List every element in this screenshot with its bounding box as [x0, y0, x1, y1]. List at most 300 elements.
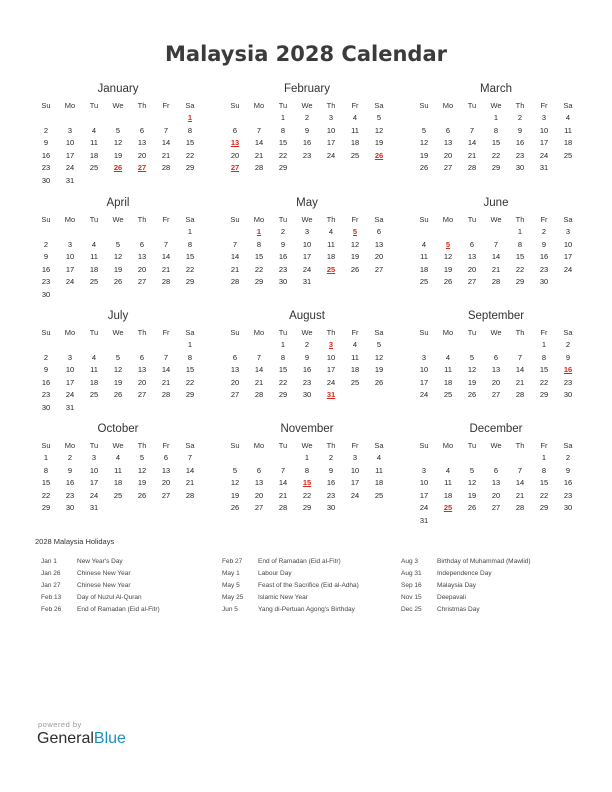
- holiday-row: [401, 580, 531, 592]
- holiday-name: Yang di-Pertuan Agong's Birthday: [258, 606, 355, 613]
- day-cell: 23: [539, 264, 549, 274]
- empty-cell: [436, 339, 460, 352]
- day-cell: 30: [41, 175, 51, 185]
- day-cell: 7: [517, 352, 523, 362]
- holiday-name: Labour Day: [258, 570, 292, 577]
- day-cell: 25: [89, 390, 99, 399]
- empty-cell: [58, 112, 82, 125]
- weekday-header: We: [301, 328, 313, 337]
- day-cell: 31: [539, 163, 549, 172]
- brand-logo[interactable]: [37, 730, 126, 748]
- holiday-row: [401, 568, 531, 580]
- holiday-date: Aug 31: [401, 570, 422, 577]
- weekday-header: Sa: [185, 101, 195, 110]
- day-cell: 29: [539, 503, 549, 512]
- weekday-header: Fr: [540, 441, 548, 450]
- holiday-day-cell: 3: [328, 340, 334, 349]
- month-days-grid: [223, 440, 391, 515]
- day-cell: 27: [467, 277, 477, 286]
- day-cell: 8: [256, 239, 262, 249]
- day-cell: 7: [256, 352, 262, 362]
- day-cell: 14: [161, 138, 171, 147]
- day-cell: 25: [350, 150, 360, 160]
- month-december: [412, 422, 580, 527]
- day-cell: 7: [232, 239, 238, 249]
- day-cell: 23: [278, 264, 288, 274]
- day-cell: 6: [232, 125, 238, 135]
- month-days-grid: [412, 327, 580, 402]
- holiday-name: New Year's Day: [77, 558, 123, 565]
- weekday-header: Th: [137, 441, 147, 450]
- weekday-header: Fr: [162, 215, 170, 224]
- weekday-header: Su: [230, 441, 240, 450]
- day-cell: 22: [278, 377, 288, 387]
- day-cell: 13: [137, 252, 147, 261]
- day-cell: 5: [469, 352, 475, 362]
- day-cell: 13: [491, 365, 501, 374]
- weekday-header: Sa: [374, 101, 384, 110]
- holiday-date: May 25: [222, 594, 244, 601]
- holiday-day-cell: 1: [256, 227, 262, 236]
- day-cell: 26: [467, 503, 477, 512]
- month-name: August: [289, 310, 325, 322]
- day-cell: 19: [113, 150, 123, 160]
- day-cell: 9: [67, 465, 73, 475]
- holiday-day-cell: 25: [326, 264, 336, 274]
- empty-cell: [412, 452, 436, 465]
- empty-cell: [412, 112, 436, 125]
- day-cell: 30: [563, 503, 573, 512]
- empty-cell: [247, 112, 271, 125]
- weekday-header: Su: [41, 328, 51, 337]
- weekday-header: Mo: [253, 441, 265, 450]
- day-cell: 14: [161, 252, 171, 261]
- empty-cell: [154, 339, 178, 352]
- weekday-header: Mo: [442, 101, 454, 110]
- day-cell: 20: [137, 150, 147, 160]
- weekday-header: Sa: [185, 215, 195, 224]
- day-cell: 17: [89, 478, 99, 487]
- holiday-day-cell: 25: [443, 503, 453, 512]
- weekday-header: Tu: [89, 328, 99, 337]
- holiday-date: Jan 27: [41, 582, 61, 589]
- day-cell: 21: [230, 264, 240, 274]
- holiday-day-cell: 1: [187, 113, 193, 122]
- day-cell: 20: [467, 264, 477, 274]
- day-cell: 23: [563, 377, 573, 387]
- holiday-day-cell: 5: [445, 239, 451, 249]
- day-cell: 2: [43, 352, 49, 362]
- day-cell: 10: [65, 252, 75, 261]
- day-cell: 24: [350, 490, 360, 500]
- day-cell: 7: [469, 125, 475, 135]
- holiday-name: End of Ramadan (Eid al-Fitr): [258, 558, 341, 565]
- day-cell: 6: [469, 239, 475, 249]
- day-cell: 10: [326, 352, 336, 362]
- weekday-header: Th: [326, 215, 336, 224]
- day-cell: 20: [137, 264, 147, 274]
- weekday-header: Tu: [467, 328, 477, 337]
- holiday-name: Deepavali: [437, 594, 466, 601]
- day-cell: 16: [326, 478, 336, 487]
- month-january: [34, 82, 202, 187]
- day-cell: 17: [65, 150, 75, 160]
- day-cell: 23: [41, 390, 51, 399]
- empty-cell: [58, 226, 82, 239]
- day-cell: 23: [563, 490, 573, 500]
- weekday-header: We: [112, 215, 124, 224]
- month-days-grid: [412, 440, 580, 527]
- holiday-date: Sep 16: [401, 582, 422, 589]
- day-cell: 17: [326, 365, 336, 374]
- day-cell: 21: [161, 264, 171, 274]
- holiday-day-cell: 16: [563, 365, 573, 374]
- day-cell: 29: [515, 277, 525, 286]
- day-cell: 18: [374, 478, 384, 487]
- holiday-column: [222, 556, 359, 616]
- day-cell: 28: [254, 390, 264, 399]
- weekday-header: Fr: [540, 328, 548, 337]
- day-cell: 3: [67, 352, 73, 362]
- day-cell: 2: [304, 340, 310, 349]
- day-cell: 12: [467, 478, 477, 487]
- day-cell: 25: [419, 277, 429, 286]
- day-cell: 23: [41, 277, 51, 286]
- weekday-header: We: [490, 441, 502, 450]
- weekday-header: Tu: [278, 441, 288, 450]
- day-cell: 19: [467, 377, 477, 387]
- day-cell: 11: [564, 125, 572, 135]
- day-cell: 24: [302, 264, 312, 274]
- day-cell: 5: [376, 340, 382, 349]
- page-title: Malaysia 2028 Calendar: [165, 42, 447, 66]
- day-cell: 1: [304, 453, 310, 462]
- holiday-name: Chinese New Year: [77, 582, 131, 589]
- day-cell: 16: [65, 478, 75, 487]
- day-cell: 2: [541, 227, 547, 236]
- day-cell: 2: [328, 453, 334, 462]
- day-cell: 22: [185, 377, 195, 387]
- empty-cell: [130, 339, 154, 352]
- day-cell: 10: [563, 239, 573, 249]
- weekday-header: Su: [41, 441, 51, 450]
- day-cell: 17: [563, 252, 573, 261]
- day-cell: 27: [137, 277, 147, 286]
- day-cell: 14: [185, 465, 195, 475]
- day-cell: 7: [256, 125, 262, 135]
- day-cell: 12: [230, 478, 240, 487]
- day-cell: 15: [254, 252, 264, 261]
- month-days-grid: [223, 214, 391, 289]
- day-cell: 26: [137, 490, 147, 500]
- day-cell: 9: [565, 465, 571, 475]
- day-cell: 16: [302, 138, 312, 147]
- weekday-header: We: [112, 441, 124, 450]
- weekday-header: Fr: [540, 101, 548, 110]
- day-cell: 3: [421, 465, 427, 475]
- holiday-day-cell: 5: [352, 227, 358, 236]
- holiday-name: Birthday of Muhammad (Mawlid): [437, 558, 531, 565]
- day-cell: 12: [137, 465, 147, 475]
- empty-cell: [34, 112, 58, 125]
- weekday-header: Tu: [278, 215, 288, 224]
- weekday-header: Mo: [442, 441, 454, 450]
- month-august: [223, 309, 391, 402]
- day-cell: 30: [563, 390, 573, 399]
- weekday-header: Su: [230, 101, 240, 110]
- weekday-header: Tu: [467, 441, 477, 450]
- day-cell: 26: [419, 163, 429, 172]
- empty-cell: [436, 226, 460, 239]
- day-cell: 27: [230, 390, 240, 399]
- day-cell: 8: [304, 465, 310, 475]
- month-days-grid: [412, 214, 580, 289]
- empty-cell: [412, 226, 436, 239]
- holiday-day-cell: 27: [230, 163, 240, 172]
- empty-cell: [508, 452, 532, 465]
- weekday-header: Th: [137, 101, 147, 110]
- day-cell: 5: [376, 113, 382, 122]
- day-cell: 14: [230, 252, 240, 261]
- day-cell: 17: [65, 377, 75, 387]
- day-cell: 29: [41, 503, 51, 512]
- holiday-row: [401, 592, 531, 604]
- day-cell: 26: [230, 503, 240, 512]
- day-cell: 4: [352, 340, 358, 349]
- day-cell: 5: [139, 453, 145, 462]
- day-cell: 27: [254, 503, 264, 512]
- day-cell: 21: [185, 478, 195, 487]
- day-cell: 3: [421, 352, 427, 362]
- day-cell: 17: [350, 478, 360, 487]
- weekday-header: We: [112, 328, 124, 337]
- day-cell: 14: [254, 365, 264, 374]
- day-cell: 4: [91, 239, 97, 249]
- day-cell: 8: [280, 352, 286, 362]
- day-cell: 30: [278, 277, 288, 286]
- day-cell: 15: [278, 138, 288, 147]
- weekday-header: We: [490, 215, 502, 224]
- month-september: [412, 309, 580, 402]
- weekday-header: Su: [230, 328, 240, 337]
- day-cell: 8: [541, 352, 547, 362]
- holiday-day-cell: 13: [230, 138, 240, 147]
- empty-cell: [223, 112, 247, 125]
- weekday-header: Sa: [563, 441, 573, 450]
- day-cell: 15: [539, 365, 549, 374]
- day-cell: 15: [185, 252, 195, 261]
- day-cell: 21: [467, 150, 477, 160]
- day-cell: 4: [376, 453, 382, 462]
- day-cell: 22: [185, 264, 195, 274]
- day-cell: 8: [187, 125, 193, 135]
- day-cell: 4: [328, 227, 334, 236]
- day-cell: 15: [515, 252, 525, 261]
- day-cell: 6: [139, 239, 145, 249]
- holiday-name: End of Ramadan (Eid al-Fitr): [77, 606, 160, 613]
- month-days-grid: [34, 327, 202, 414]
- day-cell: 23: [302, 377, 312, 387]
- empty-cell: [412, 339, 436, 352]
- month-days-grid: [412, 100, 580, 175]
- day-cell: 15: [539, 478, 549, 487]
- weekday-header: Mo: [64, 215, 76, 224]
- day-cell: 20: [230, 150, 240, 160]
- weekday-header: Th: [137, 215, 147, 224]
- day-cell: 2: [67, 453, 73, 462]
- day-cell: 8: [493, 125, 499, 135]
- month-name: November: [280, 423, 334, 435]
- weekday-header: Su: [41, 215, 51, 224]
- empty-cell: [484, 452, 508, 465]
- day-cell: 19: [467, 490, 477, 500]
- day-cell: 14: [515, 365, 525, 374]
- day-cell: 22: [539, 490, 549, 500]
- empty-cell: [436, 112, 460, 125]
- day-cell: 5: [115, 352, 121, 362]
- day-cell: 13: [374, 239, 384, 249]
- day-cell: 16: [278, 252, 288, 261]
- day-cell: 19: [443, 264, 453, 274]
- day-cell: 16: [539, 252, 549, 261]
- day-cell: 10: [89, 465, 99, 475]
- weekday-header: We: [490, 328, 502, 337]
- day-cell: 21: [161, 377, 171, 387]
- weekday-header: Fr: [162, 441, 170, 450]
- day-cell: 30: [326, 503, 336, 512]
- day-cell: 30: [539, 277, 549, 286]
- day-cell: 6: [256, 465, 262, 475]
- day-cell: 9: [280, 239, 286, 249]
- day-cell: 25: [443, 390, 453, 399]
- day-cell: 4: [91, 352, 97, 362]
- day-cell: 14: [278, 478, 288, 487]
- day-cell: 7: [280, 465, 286, 475]
- day-cell: 24: [89, 490, 99, 500]
- day-cell: 7: [163, 125, 169, 135]
- day-cell: 25: [89, 277, 99, 286]
- day-cell: 9: [304, 125, 310, 135]
- day-cell: 14: [254, 138, 264, 147]
- day-cell: 24: [65, 390, 75, 399]
- weekday-header: Th: [326, 101, 336, 110]
- month-days-grid: [34, 440, 202, 515]
- day-cell: 29: [278, 390, 288, 399]
- weekday-header: Su: [419, 328, 429, 337]
- day-cell: 20: [161, 478, 171, 487]
- empty-cell: [34, 226, 58, 239]
- day-cell: 6: [493, 465, 499, 475]
- day-cell: 10: [419, 365, 429, 374]
- month-november: [223, 422, 391, 515]
- day-cell: 23: [302, 150, 312, 160]
- empty-cell: [484, 226, 508, 239]
- day-cell: 9: [43, 138, 49, 147]
- day-cell: 5: [115, 125, 121, 135]
- day-cell: 17: [302, 252, 312, 261]
- day-cell: 12: [113, 252, 123, 261]
- day-cell: 22: [278, 150, 288, 160]
- day-cell: 19: [113, 377, 123, 387]
- day-cell: 8: [517, 239, 523, 249]
- day-cell: 2: [304, 113, 310, 122]
- day-cell: 18: [443, 490, 453, 500]
- day-cell: 10: [350, 465, 360, 475]
- day-cell: 3: [304, 227, 310, 236]
- day-cell: 12: [374, 125, 384, 135]
- day-cell: 1: [541, 340, 547, 349]
- month-june: [412, 196, 580, 289]
- month-days-grid: [34, 214, 202, 301]
- day-cell: 9: [541, 239, 547, 249]
- day-cell: 19: [230, 490, 240, 500]
- day-cell: 1: [187, 227, 193, 236]
- weekday-header: Su: [419, 215, 429, 224]
- holiday-date: Aug 3: [401, 558, 418, 565]
- weekday-header: Sa: [563, 328, 573, 337]
- weekday-header: Fr: [162, 328, 170, 337]
- day-cell: 3: [67, 125, 73, 135]
- day-cell: 31: [419, 515, 429, 525]
- day-cell: 15: [491, 138, 501, 147]
- day-cell: 25: [89, 163, 99, 172]
- holiday-column: [41, 556, 160, 616]
- day-cell: 15: [41, 478, 51, 487]
- day-cell: 13: [491, 478, 501, 487]
- day-cell: 11: [420, 252, 428, 261]
- holiday-date: May 5: [222, 582, 240, 589]
- day-cell: 12: [113, 138, 123, 147]
- day-cell: 9: [304, 352, 310, 362]
- day-cell: 1: [280, 340, 286, 349]
- holiday-day-cell: 31: [326, 390, 336, 399]
- month-name: July: [107, 310, 129, 322]
- day-cell: 29: [254, 277, 264, 286]
- weekday-header: We: [112, 101, 124, 110]
- day-cell: 9: [43, 365, 49, 374]
- weekday-header: Mo: [64, 441, 76, 450]
- day-cell: 17: [326, 138, 336, 147]
- weekday-header: Mo: [253, 215, 265, 224]
- weekday-header: We: [301, 441, 313, 450]
- weekday-header: Fr: [540, 215, 548, 224]
- day-cell: 19: [419, 150, 429, 160]
- brand-general: General: [37, 730, 94, 747]
- day-cell: 2: [43, 239, 49, 249]
- day-cell: 11: [351, 125, 359, 135]
- holiday-row: [41, 592, 160, 604]
- day-cell: 27: [491, 390, 501, 399]
- day-cell: 6: [376, 227, 382, 236]
- holiday-date: Dec 25: [401, 606, 422, 613]
- day-cell: 7: [517, 465, 523, 475]
- weekday-header: Tu: [89, 101, 99, 110]
- day-cell: 20: [374, 252, 384, 261]
- day-cell: 11: [351, 352, 359, 362]
- day-cell: 4: [91, 125, 97, 135]
- day-cell: 28: [278, 503, 288, 512]
- weekday-header: Th: [326, 441, 336, 450]
- day-cell: 29: [491, 163, 501, 172]
- day-cell: 21: [491, 264, 501, 274]
- day-cell: 3: [565, 227, 571, 236]
- day-cell: 9: [328, 465, 334, 475]
- empty-cell: [82, 339, 106, 352]
- day-cell: 5: [232, 465, 238, 475]
- empty-cell: [130, 112, 154, 125]
- day-cell: 30: [302, 390, 312, 399]
- holiday-day-cell: 27: [137, 163, 147, 172]
